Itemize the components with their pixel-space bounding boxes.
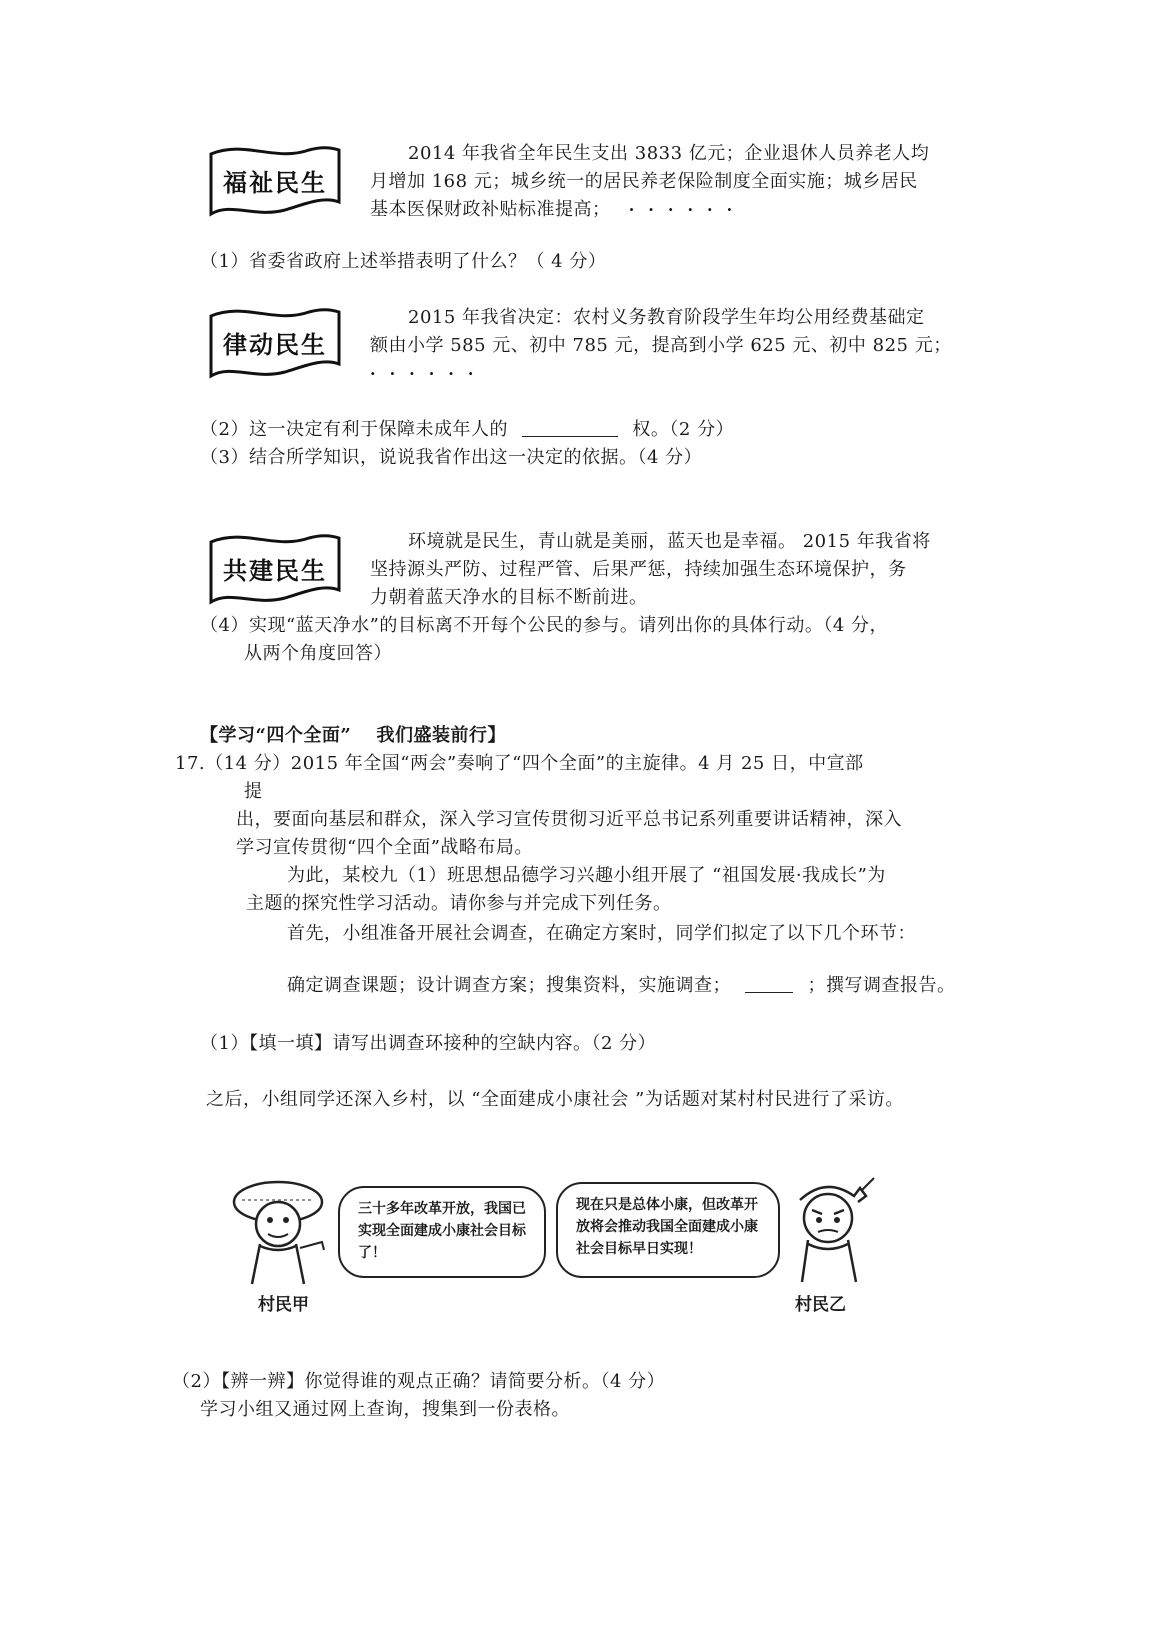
caption-villager-b: 村民乙 <box>795 1295 846 1315</box>
section1-line-2: 月增加 168 元；城乡统一的居民养老保险制度全面实施；城乡居民 <box>370 171 918 192</box>
banner-gongjian-minsheng <box>205 528 345 608</box>
banner-fuzhi-minsheng <box>205 140 345 220</box>
q17-line-1: 17.（14 分）2015 年全国“两会”奏响了“四个全面”的主旋律。4 月 25 日，中宣部 <box>175 753 864 774</box>
villager-a-figure <box>230 1176 330 1286</box>
section1-line-1: 2014 年我省全年民生支出 3833 亿元；企业退休人员养老人均 <box>408 143 930 164</box>
question-2-before: （2）这一决定有利于保障未成年人的 <box>200 419 508 440</box>
q17-line-2: 提 <box>244 781 263 802</box>
q17-line-3: 出，要面向基层和群众，深入学习宣传贯彻习近平总书记系列重要讲话精神，深入 <box>236 809 902 830</box>
section3-line-3: 力朝着蓝天净水的目标不断前进。 <box>370 587 648 608</box>
question-2 <box>200 416 734 444</box>
banner-label: 福祉民生 <box>223 168 327 197</box>
q17-line-7: 首先，小组准备开展社会调查，在确定方案时，同学们拟定了以下几个环节： <box>287 923 916 944</box>
q17-line-5: 为此，某校九（1）班思想品德学习兴趣小组开展了 “祖国发展·我成长”为 <box>287 865 886 886</box>
question-3: （3）结合所学知识，说说我省作出这一决定的依据。（4 分） <box>200 447 703 468</box>
speech-bubble-villager-b: 现在只是总体小康，但改革开放将会推动我国全面建成小康社会目标早日实现！ <box>556 1182 780 1278</box>
survey-steps-before: 确定调查课题；设计调查方案；搜集资料，实施调查； <box>287 975 731 996</box>
question-4-line-2: 从两个角度回答） <box>244 643 392 664</box>
survey-steps-after: ；撰写调查报告。 <box>807 975 956 996</box>
banner-label: 共建民生 <box>223 556 327 585</box>
question-4-line-1: （4）实现“蓝天净水”的目标离不开每个公民的参与。请列出你的具体行动。（4 分， <box>200 615 889 636</box>
after-sub-question-2: 学习小组又通过网上查询，搜集到一份表格。 <box>200 1399 570 1420</box>
caption-villager-a: 村民甲 <box>258 1295 309 1315</box>
banner-lvdong-minsheng <box>205 302 345 382</box>
section3-line-2: 坚持源头严防、过程严管、后果严惩，持续加强生态环境保护，务 <box>370 559 907 580</box>
banner-label: 律动民生 <box>223 330 327 359</box>
q17-line-6: 主题的探究性学习活动。请你参与并完成下列任务。 <box>246 893 672 914</box>
section2-line-2: 额由小学 585 元、初中 785 元，提高到小学 625 元、初中 825 元； <box>370 335 952 356</box>
section1-line-3-text: 基本医保财政补贴标准提高； <box>370 199 611 220</box>
part-heading: 【学习“四个全面” 我们盛装前行】 <box>200 725 506 746</box>
section2-line-1: 2015 年我省决定：农村义务教育阶段学生年均公用经费基础定 <box>408 307 925 328</box>
section1-line-3 <box>370 196 746 224</box>
survey-steps <box>287 972 955 1000</box>
answer-blank[interactable] <box>522 418 618 437</box>
section3-line-1: 环境就是民生，青山就是美丽，蓝天也是幸福。 2015 年我省将 <box>408 531 931 552</box>
q17-line-4: 学习宣传贯彻“四个全面”战略布局。 <box>236 837 533 858</box>
answer-blank[interactable] <box>745 974 793 993</box>
ellipsis-dots: ······ <box>370 364 488 383</box>
question-2-after: 权。（2 分） <box>632 419 735 440</box>
sub-question-2: （2）【辨一辨】你觉得谁的观点正确？请简要分析。（4 分） <box>172 1371 666 1392</box>
speech-bubble-villager-a: 三十多年改革开放，我国已实现全面建成小康社会目标了！ <box>338 1186 546 1278</box>
villager-b-figure <box>778 1174 878 1284</box>
sub-question-1: （1）【填一填】请写出调查环接种的空缺内容。（2 分） <box>200 1033 657 1054</box>
ellipsis-dots: ······ <box>628 200 747 219</box>
after-sub-question-1: 之后，小组同学还深入乡村，以 “全面建成小康社会 ”为话题对某村村民进行了采访。 <box>206 1089 904 1110</box>
question-1: （1）省委省政府上述举措表明了什么？（ 4 分） <box>200 251 607 272</box>
